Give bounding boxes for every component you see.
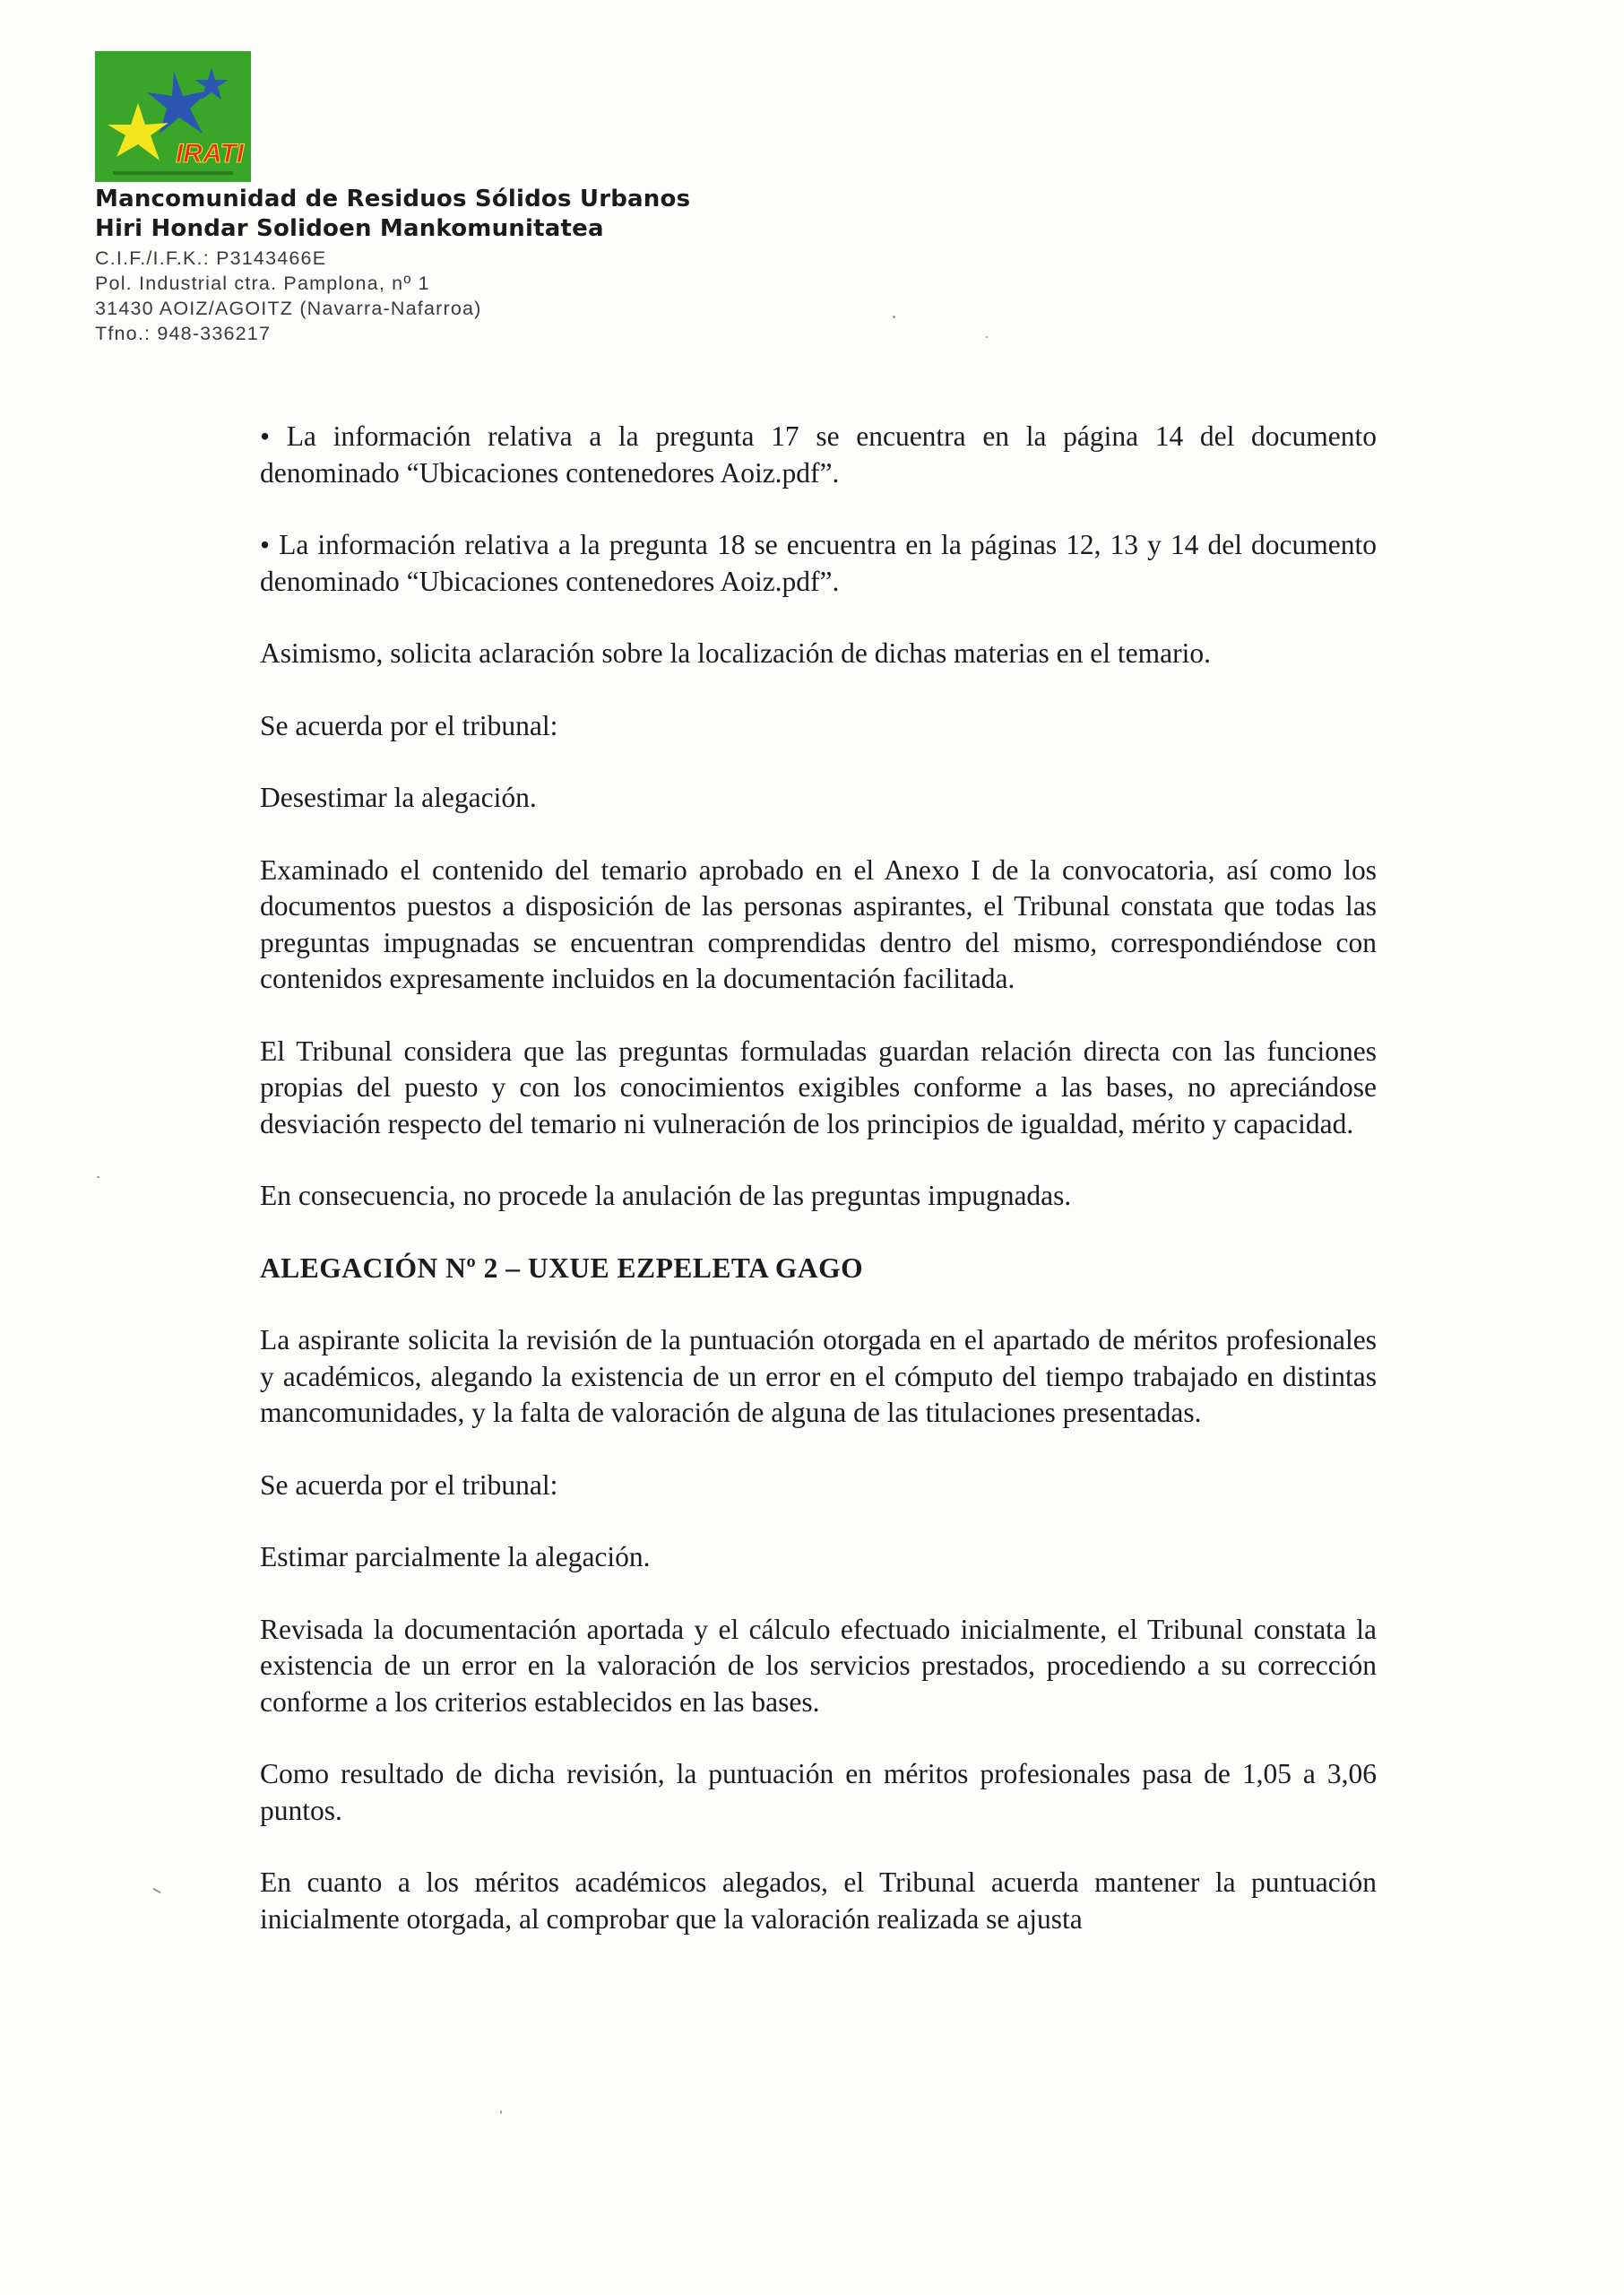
- scan-speck: [97, 1176, 99, 1178]
- org-address: Pol. Industrial ctra. Pamplona, nº 1: [95, 273, 430, 294]
- scan-speck: [986, 336, 988, 338]
- paragraph-review: Revisada la documentación aportada y el cálculo efectuado inicialmente, el Tribunal constata la existencia de un error en la valoración de los servicios prestados, procediendo a su corrección conforme a los criterios establecidos en las bases.: [260, 1613, 1377, 1718]
- paragraph-decision-1: Desestimar la alegación.: [260, 782, 537, 813]
- document-body: [260, 419, 1377, 1973]
- paragraph-request: La aspirante solicita la revisión de la puntuación otorgada en el apartado de méritos profesionales y académicos, alegando la existencia de un error en el cómputo del tiempo trabajado en distintas mancomunidades, y la falta de valoración de alguna de las titulaciones presentadas.: [260, 1324, 1377, 1428]
- scan-speck: [893, 316, 895, 318]
- paragraph-agreement-2: Se acuerda por el tribunal:: [260, 1468, 558, 1501]
- paragraph-academic-merits: En cuanto a los méritos académicos alegados, el Tribunal acuerda mantener la puntuación inicialmente otorgada, al comprobar que la valoración realizada se ajusta: [260, 1866, 1377, 1935]
- org-phone: Tfno.: 948-336217: [95, 323, 272, 344]
- logo-text: IRATI: [175, 139, 245, 169]
- paragraph-result: Como resultado de dicha revisión, la puntuación en méritos profesionales pasa de 1,05 a 3,06 puntos.: [260, 1758, 1377, 1826]
- yellow-star-icon: [108, 103, 168, 160]
- logo-graphic: [95, 51, 251, 182]
- scan-speck: [500, 2110, 502, 2114]
- paragraph-consideration: El Tribunal considera que las preguntas formuladas guardan relación directa con las funciones propias del puesto y con los conocimientos exigibles conforme a las bases, no apreciándose desviación respecto del temario ni vulneración de los principios de igualdad, mérito y capacidad.: [260, 1035, 1377, 1139]
- paragraph-agreement-1: Se acuerda por el tribunal:: [260, 709, 558, 741]
- paragraph-consequence: En consecuencia, no procede la anulación de las preguntas impugnadas.: [260, 1180, 1072, 1211]
- org-name-basque: Hiri Hondar Solidoen Mankomunitatea: [95, 215, 604, 242]
- org-name-spanish: Mancomunidad de Residuos Sólidos Urbanos: [95, 186, 691, 212]
- section-heading-alegacion-2: ALEGACIÓN Nº 2 – UXUE EZPELETA GAGO: [260, 1251, 864, 1284]
- irati-logo: [95, 51, 251, 182]
- paragraph-clarification: Asimismo, solicita aclaración sobre la localización de dichas materias en el temario.: [260, 637, 1211, 669]
- letterhead: [95, 185, 902, 346]
- paragraph-decision-2: Estimar parcialmente la alegación.: [260, 1541, 651, 1572]
- paragraph-question-18: • La información relativa a la pregunta 18 se encuentra en la páginas 12, 13 y 14 del documento denominado “Ubicaciones contenedores Aoiz.pdf”.: [260, 529, 1377, 597]
- org-cif: C.I.F./I.F.K.: P3143466E: [95, 247, 327, 269]
- paragraph-examination: Examinado el contenido del temario aprobado en el Anexo I de la convocatoria, así como los documentos puestos a disposición de las personas aspirantes, el Tribunal constata que todas las preguntas impugnadas se encuentran comprendidas dentro del mismo, correspondiéndose con contenidos expresamente incluidos en la documentación facilitada.: [260, 853, 1377, 994]
- paragraph-question-17: • La información relativa a la pregunta 17 se encuentra en la página 14 del documento denominado “Ubicaciones contenedores Aoiz.pdf”.: [260, 420, 1377, 489]
- org-city: 31430 AOIZ/AGOITZ (Navarra-Nafarroa): [95, 298, 482, 319]
- scan-speck: [152, 1888, 161, 1894]
